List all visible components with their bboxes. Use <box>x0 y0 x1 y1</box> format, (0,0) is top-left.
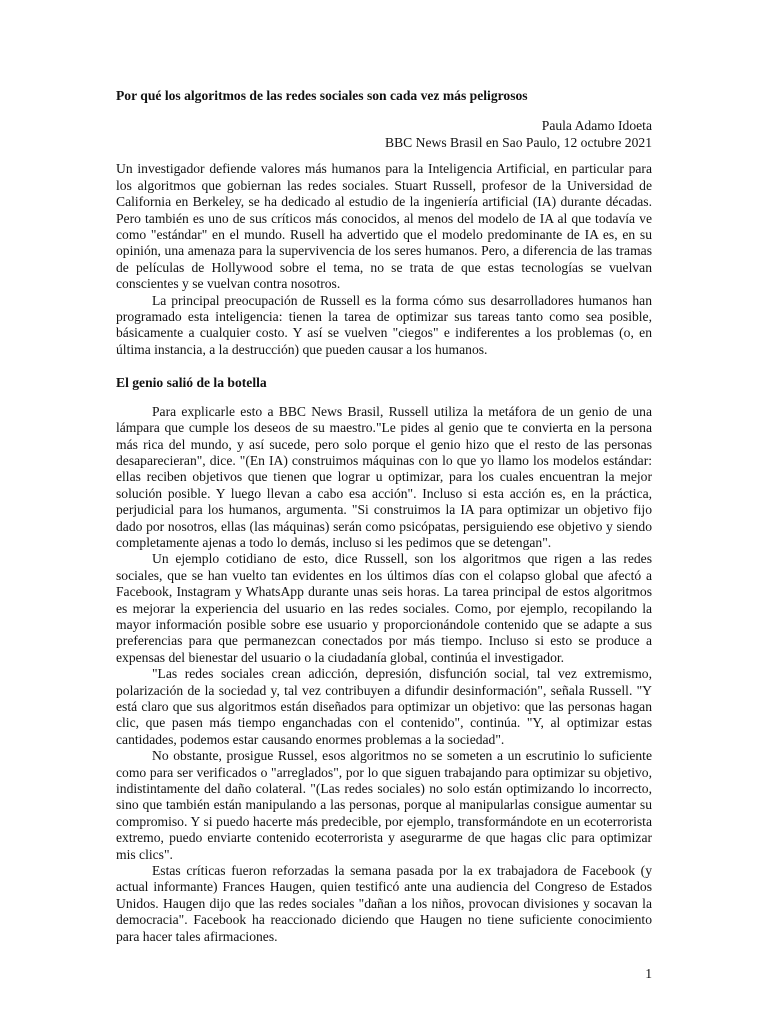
section-paragraph-4: No obstante, prosigue Russel, esos algoritmos no se someten a un escrutinio lo suficiente como para ser verificados o "arreglados", por lo que siguen trabajando para optimizar su objetivo, indistintamente del daño colateral. "(Las redes sociales) no solo están optimizando lo incorrecto, sino que también están manipulando a las personas, porque al manipularlas consigue aumentar su compromiso. Y si puedo hacerte más predecible, por ejemplo, transformándote en un ecoterrorista extremo, puedo enviarte contenido ecoterrorista y asegurarme de que hagas clic para optimizar mis clics". <box>116 748 652 862</box>
section-paragraph-1: Para explicarle esto a BBC News Brasil, Russell utiliza la metáfora de un genio de una lámpara que cumple los deseos de su maestro."Le pides al genio que te convierta en la persona más rica del mundo, y así sucede, pero solo porque el genio hizo que el resto de las personas desaparecieran", dice. "(En IA) construimos máquinas con lo que yo llamo los modelos estándar: ellas reciben objetivos que tienen que lograr u optimizar, para los cuales encuentran la mejor solución posible. Y luego llevan a cabo esa acción". Incluso si esta acción es, en la práctica, perjudicial para los humanos, argumenta. "Si construimos la IA para optimizar un objetivo fijo dado por nosotros, ellas (las máquinas) serán como psicópatas, persiguiendo ese objetivo y siendo completamente ajenas a todo lo demás, incluso si les pedimos que se detengan". <box>116 403 652 550</box>
byline <box>116 117 652 151</box>
intro-paragraph-1: Un investigador defiende valores más humanos para la Inteligencia Artificial, en particular para los algoritmos que gobiernan las redes sociales. Stuart Russell, profesor de la Universidad de California en Berkeley, se ha dedicado al estudio de la ingeniería artificial (IA) durante décadas. Pero también es uno de sus críticos más conocidos, al menos del modelo de IA al que todavía ve como "estándar" en el mundo. Rusell ha advertido que el modelo predominante de IA es, en su opinión, una amenaza para la supervivencia de los seres humanos. Pero, a diferencia de las tramas de películas de Hollywood sobre el tema, no se trata de que estas tecnologías se vuelvan conscientes y se vuelvan contra nosotros. <box>116 161 652 292</box>
section-heading: El genio salió de la botella <box>116 375 267 391</box>
intro-paragraph-2: La principal preocupación de Russell es la forma cómo sus desarrolladores humanos han programado esta inteligencia: tienen la tarea de optimizar sus tareas tanto como sea posible, básicamente a cualquier costo. Y así se vuelven "ciegos" e indiferentes a los problemas (o, en última instancia, a la destrucción) que pueden causar a los humanos. <box>116 292 652 357</box>
source-dateline: BBC News Brasil en Sao Paulo, 12 octubre 2021 <box>385 135 652 151</box>
section-paragraph-2: Un ejemplo cotidiano de esto, dice Russell, son los algoritmos que rigen a las redes sociales, que se han vuelto tan evidentes en los últimos días con el colapso global que afectó a Facebook, Instagram y WhatsApp durante unas seis horas. La tarea principal de estos algoritmos es mejorar la experiencia del usuario en las redes sociales. Como, por ejemplo, recopilando la mayor información posible sobre ese usuario y proporcionándole contenido que se adapte a sus preferencias para que permanezcan conectados por más tiempo. Incluso si esto se produce a expensas del bienestar del usuario o la ciudadanía global, continúa el investigador. <box>116 551 652 665</box>
article-title: Por qué los algoritmos de las redes sociales son cada vez más peligrosos <box>116 88 528 103</box>
section-paragraph-3: "Las redes sociales crean adicción, depresión, disfunción social, tal vez extremismo, polarización de la sociedad y, tal vez contribuyen a difundir desinformación", señala Russell. "Y está claro que sus algoritmos están diseñados para optimizar un objetivo: que las personas hagan clic, que pasen más tiempo enganchadas con el contenido", continúa. "Y, al optimizar estas cantidades, podemos estar causando enormes problemas a la sociedad". <box>116 666 652 747</box>
page-number: 1 <box>645 966 652 981</box>
section-paragraph-5: Estas críticas fueron reforzadas la semana pasada por la ex trabajadora de Facebook (y actual informante) Frances Haugen, quien testificó ante una audiencia del Congreso de Estados Unidos. Haugen dijo que las redes sociales "dañan a los niños, provocan divisiones y socavan la democracia". Facebook ha reaccionado diciendo que Haugen no tiene suficiente conocimiento para hacer tales afirmaciones. <box>116 863 652 944</box>
author-name: Paula Adamo Idoeta <box>541 118 652 134</box>
document-body <box>116 88 652 945</box>
